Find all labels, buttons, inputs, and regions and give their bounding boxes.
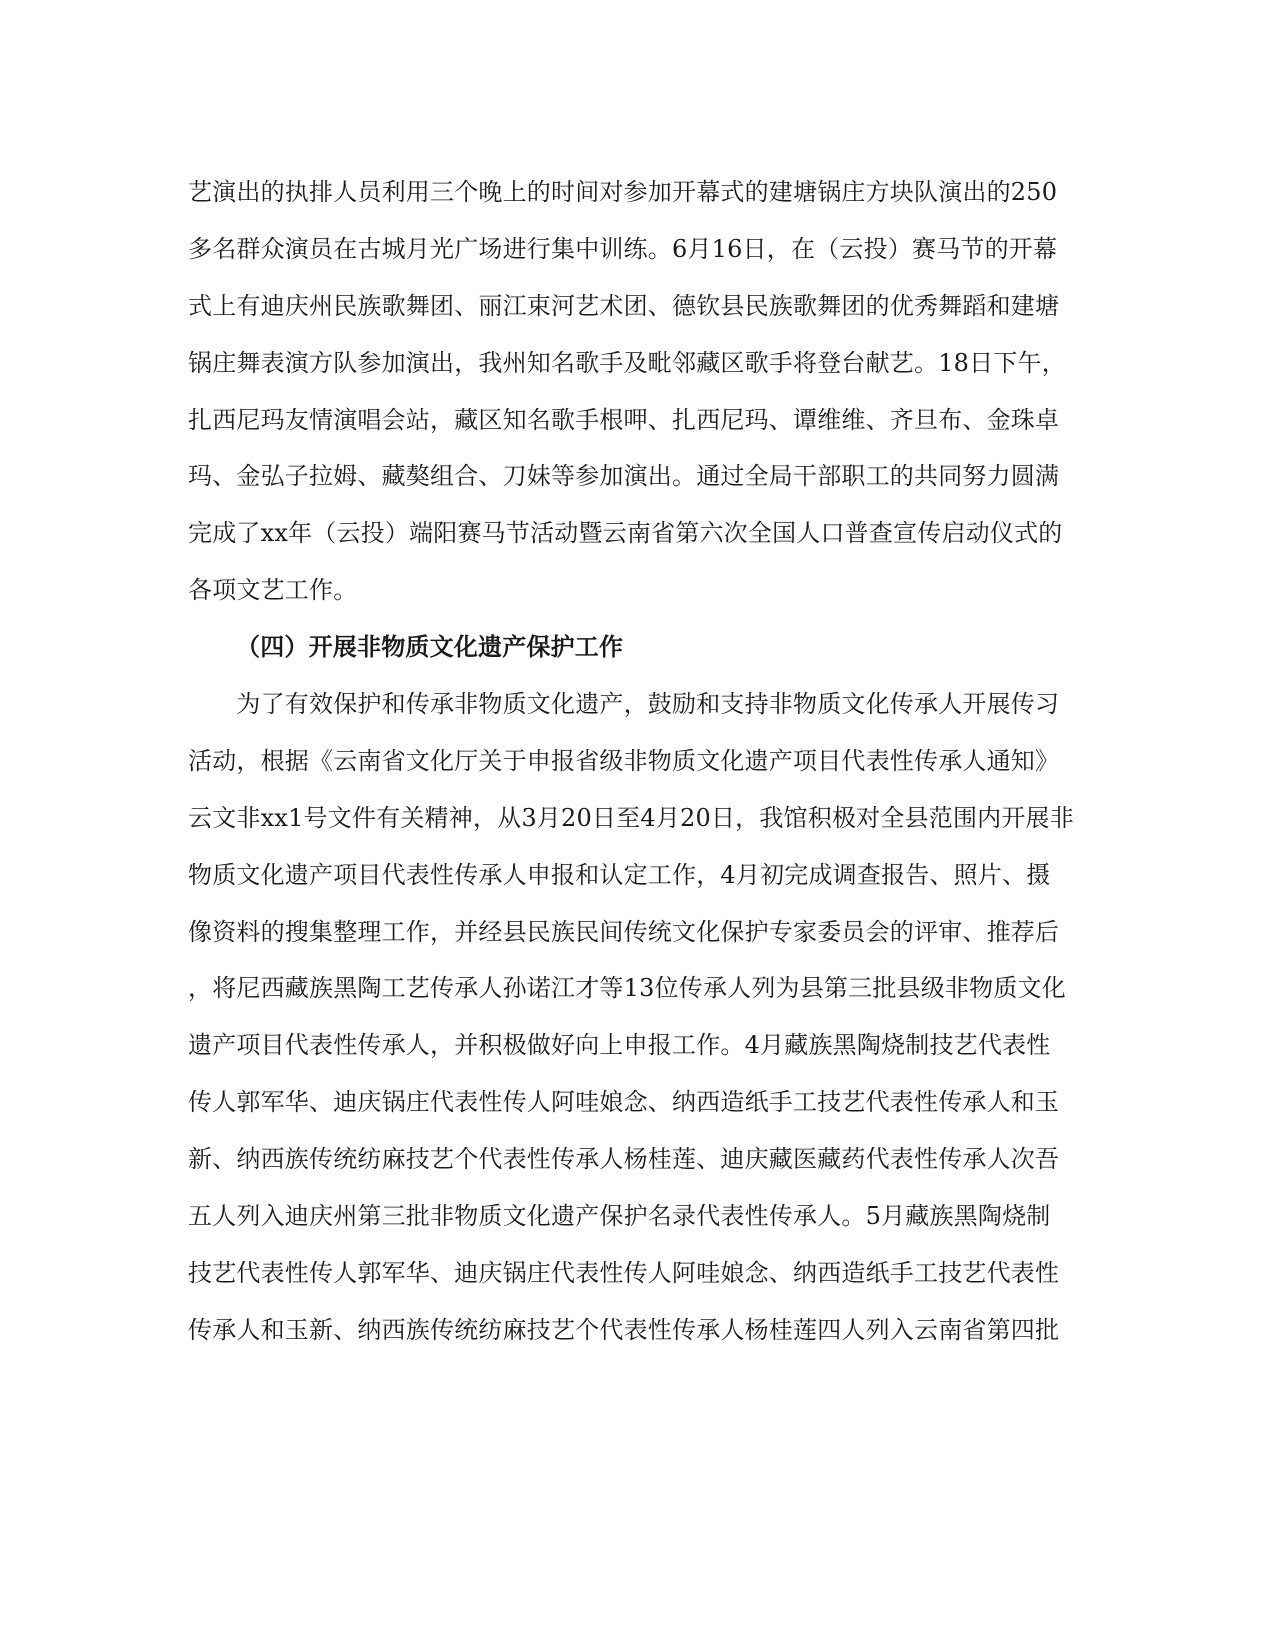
paragraph-line-5: 扎西尼玛友情演唱会站，藏区知名歌手根呷、扎西尼玛、谭维维、齐旦布、金珠卓 <box>188 405 1060 434</box>
section-heading: （四）开展非物质文化遗产保护工作 <box>236 632 624 662</box>
paragraph-line-7: 完成了xx年（云投）端阳赛马节活动暨云南省第六次全国人口普查宣传启动仪式的 <box>188 519 1063 548</box>
paragraph-line-12: 云文非xx1号文件有关精神，从3月20日至4月20日，我馆积极对全县范围内开展非 <box>188 803 1074 832</box>
paragraph-line-4: 锅庄舞表演方队参加演出，我州知名歌手及毗邻藏区歌手将登台献艺。18日下午， <box>188 348 1066 377</box>
paragraph-line-3: 式上有迪庆州民族歌舞团、丽江束河艺术团、德钦县民族歌舞团的优秀舞蹈和建塘 <box>188 291 1060 320</box>
paragraph-line-14: 像资料的搜集整理工作，并经县民族民间传统文化保护专家委员会的评审、推荐后 <box>188 917 1060 946</box>
paragraph-line-17: 传人郭军华、迪庆锅庄代表性传人阿哇娘念、纳西造纸手工技艺代表性传承人和玉 <box>188 1088 1060 1117</box>
paragraph-line-10: 为了有效保护和传承非物质文化遗产，鼓励和支持非物质文化传承人开展传习 <box>188 690 1060 719</box>
paragraph-line-21: 传承人和玉新、纳西族传统纺麻技艺个代表性传承人杨桂莲四人列入云南省第四批 <box>188 1315 1060 1344</box>
paragraph-line-2: 多名群众演员在古城月光广场进行集中训练。6月16日，在（云投）赛马节的开幕 <box>188 234 1058 263</box>
paragraph-line-11: 活动，根据《云南省文化厅关于申报省级非物质文化遗产项目代表性传承人通知》 <box>188 746 1060 775</box>
paragraph-line-15: ，将尼西藏族黑陶工艺传承人孙诺江才等13位传承人列为县第三批县级非物质文化 <box>188 974 1066 1003</box>
body-text <box>188 164 1093 1359</box>
paragraph-line-13: 物质文化遗产项目代表性传承人申报和认定工作，4月初完成调查报告、照片、摄 <box>188 860 1051 889</box>
paragraph-line-19: 五人列入迪庆州第三批非物质文化遗产保护名录代表性传承人。5月藏族黑陶烧制 <box>188 1202 1051 1231</box>
paragraph-line-16: 遗产项目代表性传承人，并积极做好向上申报工作。4月藏族黑陶烧制技艺代表性 <box>188 1031 1051 1060</box>
paragraph-line-18: 新、纳西族传统纺麻技艺个代表性传承人杨桂莲、迪庆藏医藏药代表性传承人次吾 <box>188 1145 1060 1174</box>
paragraph-line-6: 玛、金弘子拉姆、藏獒组合、刀妹等参加演出。通过全局干部职工的共同努力圆满 <box>188 462 1060 491</box>
paragraph-line-20: 技艺代表性传人郭军华、迪庆锅庄代表性传人阿哇娘念、纳西造纸手工技艺代表性 <box>188 1258 1060 1287</box>
paragraph-line-1: 艺演出的执排人员利用三个晚上的时间对参加开幕式的建塘锅庄方块队演出的250 <box>188 178 1058 206</box>
paragraph-line-8: 各项文艺工作。 <box>188 576 358 605</box>
